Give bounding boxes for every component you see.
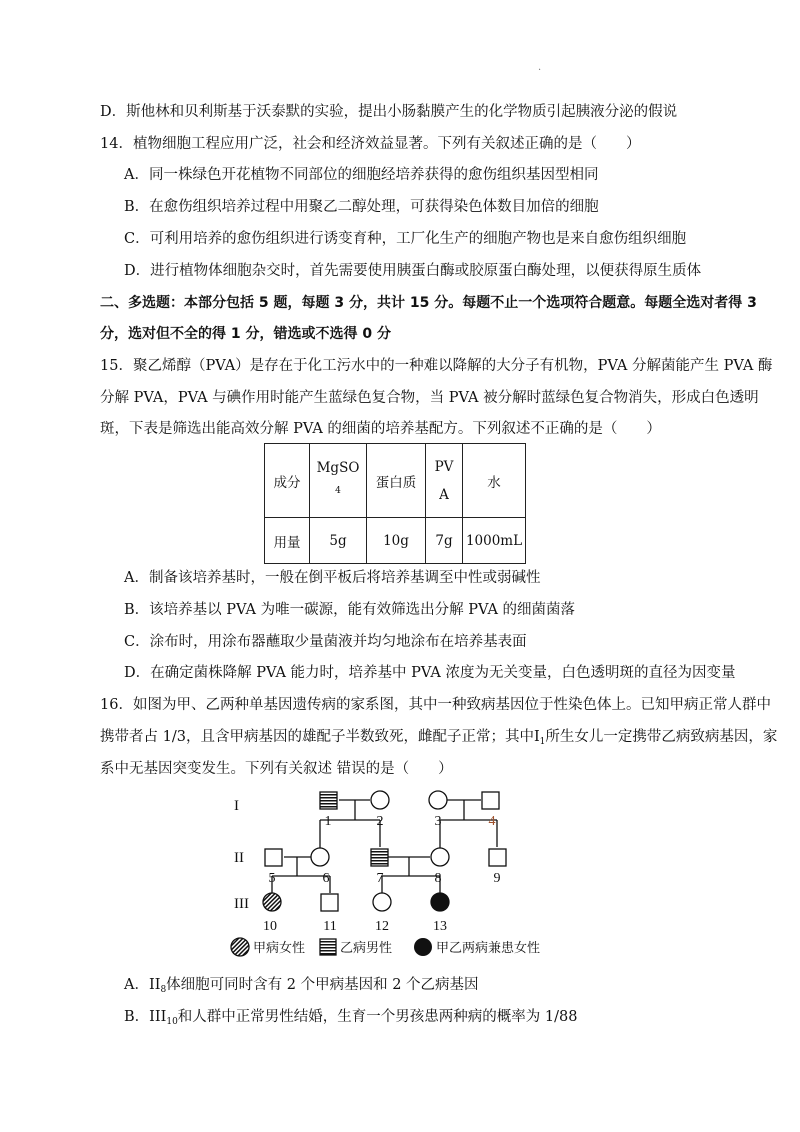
q14-option-a: A．同一株绿色开花植物不同部位的细胞经培养获得的愈伤组织基因型相同: [124, 167, 599, 183]
q16-option-a-subscript: 8: [160, 985, 167, 995]
label-13: 13: [433, 919, 447, 934]
pva-label-part1: PV: [434, 458, 454, 475]
generation-label-3: III: [234, 896, 249, 912]
q15-option-d: D．在确定菌株降解 PVA 能力时，培养基中 PVA 浓度为无关变量，白色透明斑的直径为因变量: [124, 665, 736, 681]
q16-stem-line2-part2: 所生女儿一定携带乙病致病基因，家: [545, 729, 778, 745]
label-1: 1: [324, 814, 332, 829]
label-12: 12: [375, 919, 389, 934]
individual-I3-female: [429, 791, 447, 809]
q14-option-d: D．进行植物体细胞杂交时，首先需要使用胰蛋白酶或胶原蛋白酶处理，以便获得原生质体: [124, 263, 702, 279]
q16-option-a-prefix: A．II: [124, 977, 161, 993]
q14-option-c: C．可利用培养的愈伤组织进行诱变育种，工厂化生产的细胞产物也是来自愈伤组织细胞: [124, 231, 687, 247]
label-9: 9: [493, 871, 501, 886]
mgso4-label: MgSO: [316, 459, 360, 476]
table-cell-pva: [426, 444, 463, 518]
q16-stem-line1: 16．如图为甲、乙两种单基因遗传病的家系图，其中一种致病基因位于性染色体上。已知甲病正常人群中: [100, 697, 771, 713]
table-header-amount: 用量: [265, 518, 310, 564]
q14-stem: 14．植物细胞工程应用广泛，社会和经济效益显著。下列有关叙述正确的是（ ）: [100, 136, 641, 152]
table-amount-water: 1000mL: [463, 518, 526, 564]
q16-option-b-prefix: B．III: [124, 1009, 167, 1025]
q16-option-b-text: 和人群中正常男性结婚，生育一个男孩患两种病的概率为 1/88: [177, 1009, 578, 1025]
individual-II5-male: [265, 849, 282, 866]
table-cell-water: 水: [463, 444, 526, 518]
q16-option-b-subscript: 10: [166, 1017, 178, 1027]
label-2: 2: [376, 814, 384, 829]
individual-I1-male-disease-b: [320, 792, 337, 809]
label-8: 8: [434, 871, 442, 886]
generation-label-1: I: [234, 798, 239, 814]
individual-III10-female-disease-a: [263, 893, 281, 911]
legend-disease-a-female-label: 甲病女性: [253, 941, 306, 956]
individual-II6-female: [311, 848, 329, 866]
individual-III13-female-both-diseases: [431, 893, 449, 911]
table-amount-pva: 7g: [426, 518, 463, 564]
label-6: 6: [322, 871, 330, 886]
individual-II9-male: [489, 849, 506, 866]
table-header-component: 成分: [265, 444, 310, 518]
q16-stem-line2: [100, 727, 777, 752]
table-cell-mgso4: [310, 444, 367, 518]
medium-recipe-table: [264, 443, 526, 564]
legend-disease-b-male-label: 乙病男性: [340, 941, 393, 956]
table-amount-protein: 10g: [367, 518, 426, 564]
legend-both-diseases-female-symbol: [414, 938, 432, 956]
mgso4-subscript: 4: [335, 485, 341, 496]
table-amount-mgso4: 5g: [310, 518, 367, 564]
q16-stem-line2-part1: 携带者占 1/3，且含甲病基因的雄配子半数致死，雌配子正常；其中I: [100, 729, 540, 745]
q15-option-b: B．该培养基以 PVA 为唯一碳源，能有效筛选出分解 PVA 的细菌菌落: [124, 602, 576, 618]
q16-option-a: [124, 975, 479, 1000]
pva-label-part2: A: [439, 486, 449, 503]
label-11: 11: [323, 919, 337, 934]
label-3: 3: [434, 814, 442, 829]
individual-I2-female: [371, 791, 389, 809]
legend-both-diseases-female-label: 甲乙两病兼患女性: [436, 941, 541, 956]
section2-heading-line1: 二、多选题：本部分包括 5 题，每题 3 分，共计 15 分。每题不止一个选项符合题意。每题全选对者得 3: [100, 295, 757, 311]
label-5: 5: [268, 871, 276, 886]
q15-stem-line3: 斑，下表是筛选出能高效分解 PVA 的细菌的培养基配方。下列叙述不正确的是（ ）: [100, 421, 661, 437]
q13-option-d: D．斯他林和贝利斯基于沃泰默的实验，提出小肠黏膜产生的化学物质引起胰液分泌的假说: [100, 104, 678, 120]
page-dot: .: [538, 62, 542, 73]
individual-I4-male: [482, 792, 499, 809]
legend-disease-b-male-symbol: [320, 939, 336, 955]
q16-option-b: [124, 1007, 577, 1032]
individual-II7-male-disease-b: [371, 849, 388, 866]
individual-III12-female: [373, 893, 391, 911]
individual-II8-female: [431, 848, 449, 866]
individual-III11-male: [321, 894, 338, 911]
legend-disease-a-female-symbol: [231, 938, 249, 956]
label-4: 4: [488, 814, 496, 829]
pedigree-legend: [231, 938, 540, 956]
section2-heading-line2: 分，选对但不全的得 1 分，错选或不选得 0 分: [100, 326, 391, 342]
table-cell-protein: 蛋白质: [367, 444, 426, 518]
pedigree-chart: [220, 782, 600, 962]
q15-option-a: A．制备该培养基时，一般在倒平板后将培养基调至中性或弱碱性: [124, 570, 541, 586]
pedigree-lines: [272, 800, 497, 893]
q15-stem-line1: 15．聚乙烯醇（PVA）是存在于化工污水中的一种难以降解的大分子有机物，PVA 分解菌能产生 PVA 酶: [100, 358, 773, 374]
q15-option-c: C．涂布时，用涂布器蘸取少量菌液并均匀地涂布在培养基表面: [124, 634, 527, 650]
q16-option-a-text: 体细胞可同时含有 2 个甲病基因和 2 个乙病基因: [166, 977, 479, 993]
label-10: 10: [263, 919, 277, 934]
q16-stem-subscript: 1: [539, 737, 546, 747]
q15-stem-line2: 分解 PVA，PVA 与碘作用时能产生蓝绿色复合物，当 PVA 被分解时蓝绿色复合物消失，形成白色透明: [100, 390, 759, 406]
q16-stem-line3: 系中无基因突变发生。下列有关叙述 错误的是（ ）: [100, 761, 453, 777]
generation-label-2: II: [234, 850, 244, 866]
q14-option-b: B．在愈伤组织培养过程中用聚乙二醇处理，可获得染色体数目加倍的细胞: [124, 199, 599, 215]
label-7: 7: [376, 871, 384, 886]
